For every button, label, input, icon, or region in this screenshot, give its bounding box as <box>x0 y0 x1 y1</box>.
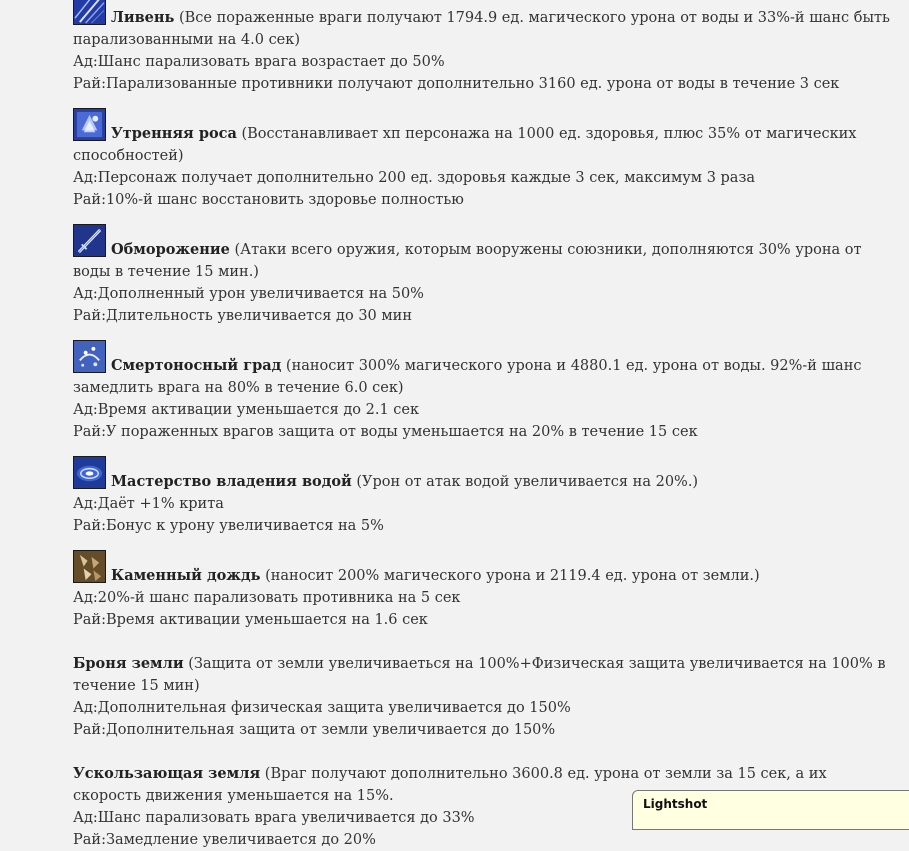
skill-hell-bonus: Ад:Даёт +1% крита <box>73 496 224 512</box>
skill-heaven-bonus: Рай:Длительность увеличивается до 30 мин <box>73 308 412 324</box>
skill-water-mastery <box>73 456 895 537</box>
skill-header <box>73 0 895 51</box>
skill-header <box>73 340 895 399</box>
skill-header <box>73 653 895 697</box>
stone-rain-icon <box>73 550 106 583</box>
skill-hell-bonus: Ад:Время активации уменьшается до 2.1 сек <box>73 402 420 418</box>
skill-description: (Восстанавливает хп персонажа на 1000 ед. здоровья, плюс 35% от магических способностей) <box>73 126 857 164</box>
skill-header <box>73 108 895 167</box>
skill-name: Мастерство владения водой <box>111 473 352 490</box>
skill-hell-bonus: Ад:Дополненный урон увеличивается на 50% <box>73 286 424 302</box>
skill-downpour <box>73 0 895 95</box>
skill-description: (Атаки всего оружия, которым вооружены союзники, дополняются 30% урона от воды в течение 15 мин.) <box>73 242 862 280</box>
skill-hell-bonus: Ад:20%-й шанс парализовать противника на 5 сек <box>73 590 461 606</box>
skill-description: (Все пораженные враги получают 1794.9 ед. магического урона от воды и 33%-й шанс быть парализованными на 4.0 сек) <box>73 10 890 48</box>
skill-heaven-bonus: Рай:Парализованные противники получают дополнительно 3160 ед. урона от воды в течение 3 сек <box>73 76 840 92</box>
skill-frostbite <box>73 224 895 327</box>
skill-header <box>73 224 895 283</box>
skill-heaven-bonus: Рай:Время активации уменьшается на 1.6 сек <box>73 612 428 628</box>
skill-name: Обморожение <box>111 241 230 258</box>
skill-hell-bonus: Ад:Шанс парализовать врага возрастает до 50% <box>73 54 445 70</box>
skill-header <box>73 456 895 493</box>
skill-stone-rain <box>73 550 895 631</box>
skill-name: Ускользающая земля <box>73 765 261 782</box>
skill-name: Каменный дождь <box>111 567 261 584</box>
skill-list <box>73 0 895 851</box>
skill-heaven-bonus: Рай:Дополнительная защита от земли увеличивается до 150% <box>73 722 556 738</box>
skill-heaven-bonus: Рай:У пораженных врагов защита от воды уменьшается на 20% в течение 15 сек <box>73 424 698 440</box>
skill-name: Броня земли <box>73 655 184 672</box>
deadly-hail-icon <box>73 340 106 373</box>
skill-name: Ливень <box>111 9 175 26</box>
skill-description: (наносит 300% магического урона и 4880.1 ед. урона от воды. 92%-й шанс замедлить врага на 80% в течение 6.0 сек) <box>73 358 862 396</box>
frostbite-icon <box>73 224 106 257</box>
skill-description: (Урон от атак водой увеличивается на 20%.) <box>351 474 699 490</box>
skill-heaven-bonus: Рай:Бонус к урону увеличивается на 5% <box>73 518 384 534</box>
skill-heaven-bonus: Рай:Замедление увеличивается до 20% <box>73 832 376 848</box>
skill-hell-bonus: Ад:Персонаж получает дополнительно 200 ед. здоровья каждые 3 сек, максимум 3 раза <box>73 170 756 186</box>
morning-dew-icon <box>73 108 106 141</box>
skill-hell-bonus: Ад:Дополнительная физическая защита увеличивается до 150% <box>73 700 571 716</box>
skill-description: (Защита от земли увеличиваеться на 100%+Физическая защита увеличивается на 100% в течение 15 мин) <box>73 656 886 694</box>
skill-description: (наносит 200% магического урона и 2119.4 ед. урона от земли.) <box>260 568 760 584</box>
skill-name: Утренняя роса <box>111 125 237 142</box>
lightshot-title: Lightshot <box>643 797 708 811</box>
skill-heaven-bonus: Рай:10%-й шанс восстановить здоровье полностью <box>73 192 464 208</box>
skill-name: Смертоносный град <box>111 357 282 374</box>
skill-morning-dew <box>73 108 895 211</box>
water-mastery-icon <box>73 456 106 489</box>
downpour-icon <box>73 0 106 25</box>
lightshot-tooltip[interactable] <box>632 790 909 830</box>
skill-header <box>73 550 895 587</box>
skill-deadly-hail <box>73 340 895 443</box>
skill-earth-armor <box>73 653 895 741</box>
skill-description: (Враг получают дополнительно 3600.8 ед. урона от земли за 15 сек, а их скорость движения уменьшается на 15%. <box>73 766 827 804</box>
skill-hell-bonus: Ад:Шанс парализовать врага увеличивается до 33% <box>73 810 475 826</box>
